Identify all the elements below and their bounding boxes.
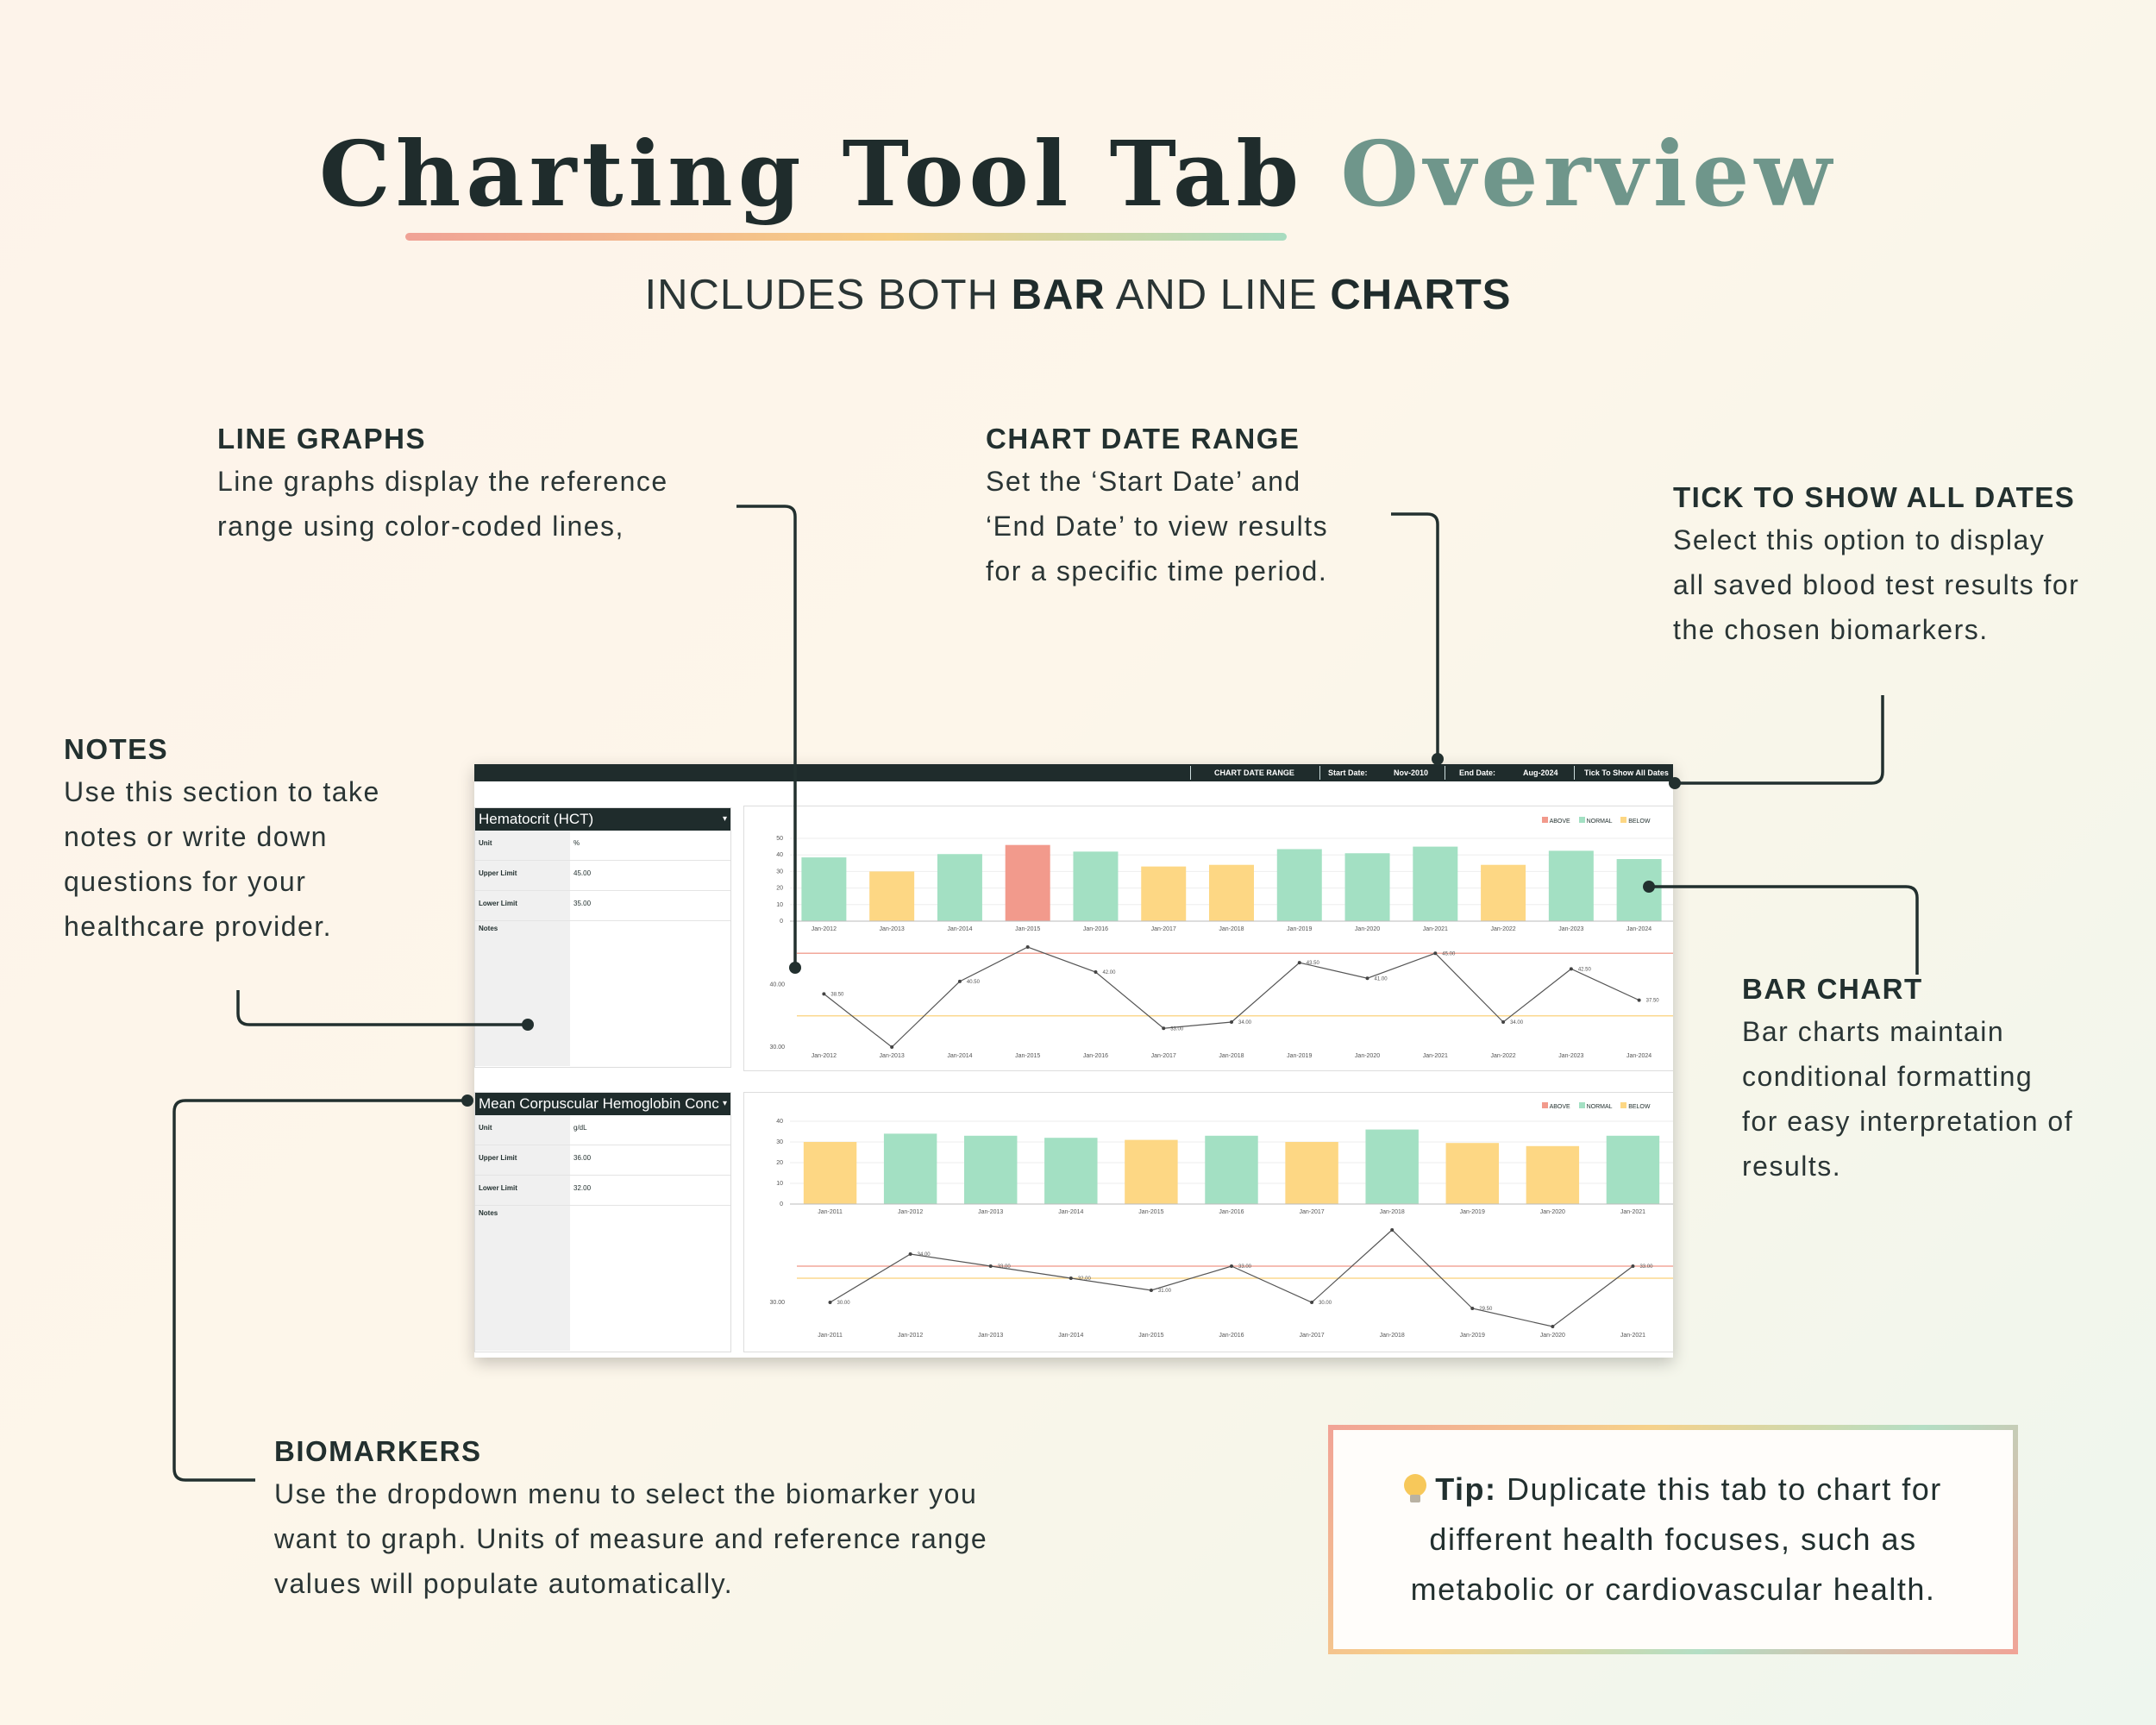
data-label: 34.00 — [1238, 1020, 1252, 1026]
tip-text: Duplicate this tab to chart for — [1496, 1471, 1942, 1507]
x-tick-label: Jan-2019 — [1287, 926, 1313, 932]
x-tick-label: Jan-2012 — [811, 1053, 837, 1059]
notes-label: Notes — [475, 1206, 570, 1351]
connector-line-graphs — [736, 506, 795, 968]
subtitle-pre: INCLUDES BOTH — [644, 272, 1012, 318]
x-tick-label: Jan-2021 — [1620, 1333, 1646, 1339]
data-label: 33.00 — [1238, 1264, 1252, 1270]
subtitle-charts: CHARTS — [1330, 272, 1512, 318]
unit-value: % — [573, 839, 580, 847]
x-tick-label: Jan-2015 — [1138, 1333, 1164, 1339]
callout-line: for easy interpretation of — [1742, 1106, 2074, 1137]
data-label: 32.00 — [1077, 1276, 1091, 1282]
data-label: 34.00 — [1510, 1020, 1524, 1026]
upper-limit-value: 45.00 — [573, 869, 592, 877]
x-tick-label: Jan-2018 — [1219, 1053, 1244, 1059]
connector-bar-chart — [1649, 887, 1917, 975]
x-tick-label: Jan-2018 — [1379, 1209, 1405, 1215]
data-label: 33.00 — [1639, 1264, 1653, 1270]
chevron-down-icon[interactable]: ▾ — [722, 1099, 727, 1108]
tick-show-all-dates-label[interactable]: Tick To Show All Dates — [1584, 768, 1669, 777]
x-tick-label: Jan-2016 — [1082, 1053, 1109, 1059]
callout-line: Use the dropdown menu to select the biomarker you — [274, 1478, 978, 1509]
unit-value: g/dL — [573, 1124, 587, 1132]
x-tick-label: Jan-2024 — [1626, 926, 1652, 932]
subtitle-bar: BAR — [1011, 272, 1106, 318]
data-label: 41.00 — [1374, 976, 1388, 982]
x-tick-label: Jan-2020 — [1354, 1053, 1381, 1059]
x-tick-label: Jan-2017 — [1299, 1333, 1325, 1339]
data-label: 31.00 — [1157, 1289, 1171, 1294]
x-tick-label: Jan-2016 — [1082, 926, 1109, 932]
y-tick-label: 10 — [776, 901, 783, 908]
x-tick-label: Jan-2014 — [1058, 1209, 1084, 1215]
x-tick-label: Jan-2012 — [898, 1209, 924, 1215]
lightbulb-icon — [1404, 1474, 1426, 1503]
callout-heading: LINE GRAPHS — [217, 423, 427, 455]
tip-label: Tip: — [1435, 1471, 1497, 1507]
connector-dot — [461, 1095, 473, 1107]
x-tick-label: Jan-2018 — [1219, 926, 1244, 932]
legend-label: NORMAL — [1586, 1104, 1613, 1110]
chevron-down-icon[interactable]: ▾ — [722, 814, 727, 824]
y-tick-label: 30.00 — [769, 1300, 785, 1306]
x-tick-label: Jan-2012 — [811, 926, 837, 932]
x-tick-label: Jan-2020 — [1539, 1209, 1565, 1215]
legend-label: ABOVE — [1549, 1104, 1570, 1110]
data-label: 29.50 — [1479, 1307, 1493, 1312]
callout-line: Line graphs display the reference — [217, 466, 668, 497]
unit-label: Unit — [475, 1115, 570, 1145]
upper-limit-label: Upper Limit — [475, 861, 570, 890]
biomarker-name: Mean Corpuscular Hemoglobin Conc — [479, 1095, 719, 1112]
tip-content — [1333, 1430, 2013, 1649]
x-tick-label: Jan-2022 — [1490, 926, 1516, 932]
x-tick-label: Jan-2023 — [1558, 926, 1584, 932]
y-tick-label: 40 — [776, 852, 783, 859]
x-tick-label: Jan-2017 — [1299, 1209, 1325, 1215]
chart-date-range-label: CHART DATE RANGE — [1214, 768, 1294, 777]
data-label: 38.50 — [830, 992, 844, 998]
callout-heading: BAR CHART — [1742, 973, 1923, 1005]
y-tick-label: 30 — [776, 869, 783, 875]
x-tick-label: Jan-2022 — [1490, 1053, 1516, 1059]
x-tick-label: Jan-2013 — [879, 926, 905, 932]
upper-limit-label: Upper Limit — [475, 1145, 570, 1175]
data-label: 45.00 — [1442, 951, 1456, 957]
connector-date-range — [1391, 514, 1438, 759]
subtitle-mid: AND LINE — [1105, 272, 1331, 318]
start-date-label: Start Date: — [1328, 768, 1368, 777]
callout-line: range using color-coded lines, — [217, 511, 624, 542]
x-tick-label: Jan-2020 — [1539, 1333, 1565, 1339]
y-tick-label: 10 — [776, 1181, 783, 1187]
lower-limit-label: Lower Limit — [475, 1176, 570, 1205]
data-label: 30.00 — [837, 1301, 850, 1306]
callout-heading: TICK TO SHOW ALL DATES — [1673, 481, 2076, 513]
callout-line: all saved blood test results for — [1673, 569, 2080, 600]
x-tick-label: Jan-2012 — [898, 1333, 924, 1339]
data-label: 40.50 — [966, 979, 980, 985]
connector-dot — [789, 962, 801, 974]
callout-line: ‘End Date’ to view results — [986, 511, 1329, 542]
end-date-value[interactable]: Aug-2024 — [1523, 768, 1558, 777]
title-main: Charting Tool Tab — [319, 121, 1305, 227]
lower-limit-label: Lower Limit — [475, 891, 570, 920]
callout-line: the chosen biomarkers. — [1673, 614, 1989, 645]
biomarker-name: Hematocrit (HCT) — [479, 811, 594, 827]
connector-dot — [522, 1019, 534, 1031]
callout-line: Bar charts maintain — [1742, 1016, 2005, 1047]
y-tick-label: 0 — [780, 919, 783, 925]
y-tick-label: 20 — [776, 1160, 783, 1166]
y-tick-label: 30 — [776, 1139, 783, 1145]
data-label: 33.00 — [997, 1264, 1011, 1270]
connector-dot — [1432, 753, 1444, 765]
connector-biomarkers — [174, 1101, 467, 1480]
callout-line: healthcare provider. — [64, 911, 333, 942]
x-tick-label: Jan-2014 — [947, 1053, 973, 1059]
connector-dot — [1669, 777, 1681, 789]
y-tick-label: 40.00 — [769, 982, 785, 988]
x-tick-label: Jan-2015 — [1015, 1053, 1041, 1059]
x-tick-label: Jan-2011 — [818, 1333, 843, 1339]
x-tick-label: Jan-2019 — [1287, 1053, 1313, 1059]
y-tick-label: 0 — [780, 1201, 783, 1208]
x-tick-label: Jan-2016 — [1219, 1333, 1244, 1339]
x-tick-label: Jan-2021 — [1422, 1053, 1448, 1059]
upper-limit-value: 36.00 — [573, 1154, 592, 1162]
callout-line: want to graph. Units of measure and reference range — [274, 1523, 988, 1554]
connector-tick-all-dates — [1675, 695, 1883, 783]
y-tick-label: 30.00 — [769, 1044, 785, 1051]
y-tick-label: 40 — [776, 1119, 783, 1125]
callout-line: Select this option to display — [1673, 524, 2046, 555]
legend-label: BELOW — [1628, 819, 1651, 825]
data-label: 42.00 — [1102, 970, 1116, 975]
x-tick-label: Jan-2015 — [1138, 1209, 1164, 1215]
callout-line: results. — [1742, 1151, 1842, 1182]
connector-notes — [238, 990, 528, 1025]
x-tick-label: Jan-2011 — [818, 1209, 843, 1215]
x-tick-label: Jan-2013 — [879, 1053, 905, 1059]
x-tick-label: Jan-2023 — [1558, 1053, 1584, 1059]
callout-line: values will populate automatically. — [274, 1568, 734, 1599]
data-label: 42.50 — [1577, 967, 1591, 973]
x-tick-label: Jan-2021 — [1422, 926, 1448, 932]
x-tick-label: Jan-2018 — [1379, 1333, 1405, 1339]
start-date-value[interactable]: Nov-2010 — [1394, 768, 1429, 777]
lower-limit-value: 35.00 — [573, 900, 592, 907]
callout-line: Use this section to take — [64, 776, 380, 807]
title-accent: Overview — [1340, 121, 1837, 227]
x-tick-label: Jan-2019 — [1459, 1209, 1485, 1215]
tip-box — [1328, 1425, 2018, 1654]
x-tick-label: Jan-2016 — [1219, 1209, 1244, 1215]
legend-label: BELOW — [1628, 1104, 1651, 1110]
data-label: 34.00 — [917, 1252, 931, 1258]
callout-line: questions for your — [64, 866, 307, 897]
x-tick-label: Jan-2014 — [1058, 1333, 1084, 1339]
end-date-label: End Date: — [1459, 768, 1496, 777]
x-tick-label: Jan-2013 — [978, 1333, 1004, 1339]
x-tick-label: Jan-2014 — [947, 926, 973, 932]
y-tick-label: 20 — [776, 885, 783, 892]
x-tick-label: Jan-2019 — [1459, 1333, 1485, 1339]
x-tick-label: Jan-2013 — [978, 1209, 1004, 1215]
x-tick-label: Jan-2021 — [1620, 1209, 1646, 1215]
callout-heading: BIOMARKERS — [274, 1435, 482, 1467]
x-tick-label: Jan-2020 — [1354, 926, 1381, 932]
callout-heading: CHART DATE RANGE — [986, 423, 1300, 455]
callout-line: Set the ‘Start Date’ and — [986, 466, 1301, 497]
unit-label: Unit — [475, 831, 570, 860]
callout-line: notes or write down — [64, 821, 328, 852]
tip-text: metabolic or cardiovascular health. — [1410, 1571, 1936, 1607]
x-tick-label: Jan-2017 — [1150, 926, 1176, 932]
y-tick-label: 50 — [776, 836, 783, 842]
callout-line: for a specific time period. — [986, 555, 1328, 586]
tip-text: different health focuses, such as — [1429, 1521, 1917, 1557]
x-tick-label: Jan-2017 — [1150, 1053, 1176, 1059]
lower-limit-value: 32.00 — [573, 1184, 592, 1192]
legend-label: ABOVE — [1549, 819, 1570, 825]
legend-label: NORMAL — [1586, 819, 1613, 825]
data-label: 43.50 — [1306, 961, 1319, 967]
data-label: 30.00 — [1319, 1301, 1332, 1306]
x-tick-label: Jan-2015 — [1015, 926, 1041, 932]
data-label: 33.00 — [1170, 1026, 1184, 1032]
x-tick-label: Jan-2024 — [1626, 1053, 1652, 1059]
callout-heading: NOTES — [64, 733, 169, 765]
notes-label: Notes — [475, 921, 570, 1066]
connector-dot — [1643, 881, 1655, 893]
data-label: 37.50 — [1645, 998, 1659, 1004]
callout-line: conditional formatting — [1742, 1061, 2034, 1092]
